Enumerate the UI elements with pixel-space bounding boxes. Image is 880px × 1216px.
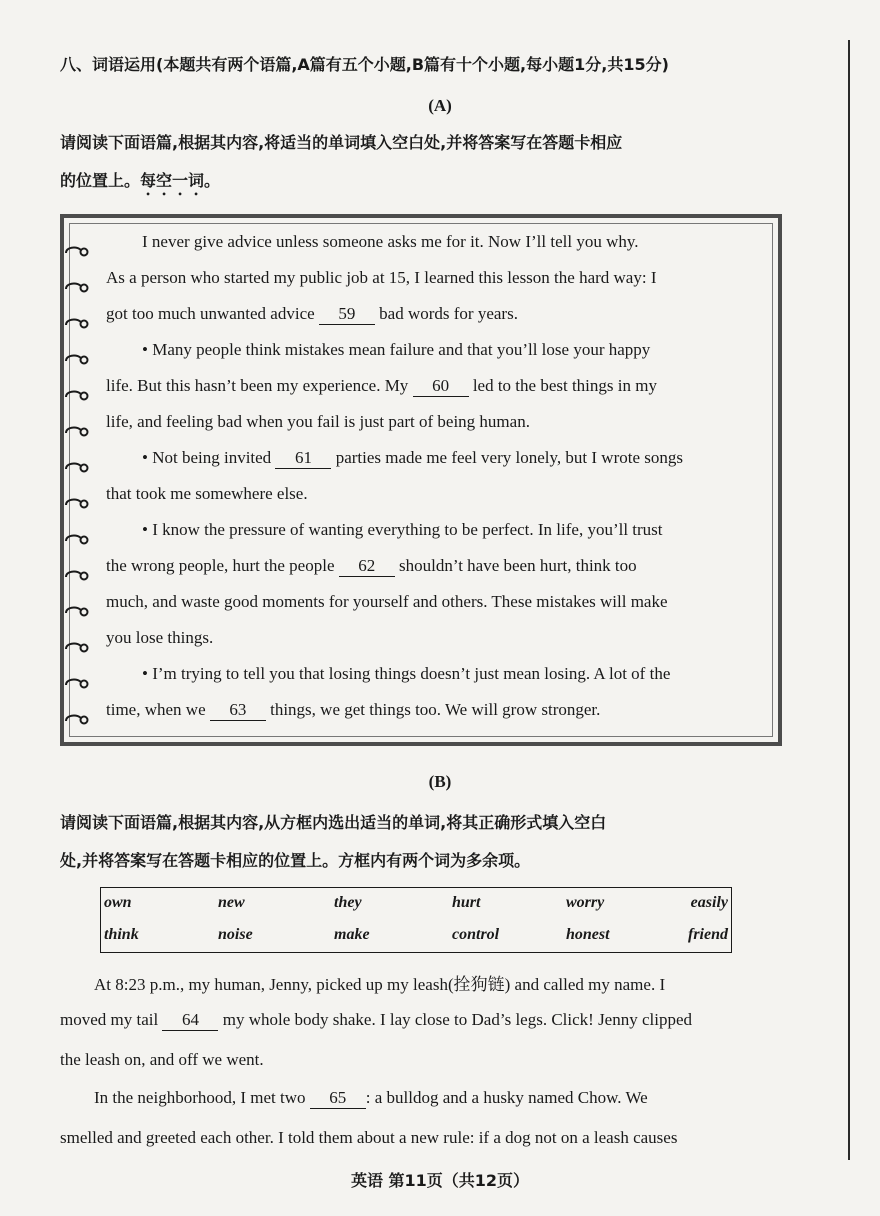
line-text: you lose things.	[106, 628, 214, 647]
answer-blank-65: 65	[310, 1088, 366, 1109]
passage-a-line	[142, 448, 797, 469]
answer-blank-63: 63	[210, 700, 266, 721]
binder-ring-icon	[64, 244, 90, 258]
passage-a-line	[106, 376, 761, 397]
word-bank-item: new	[218, 894, 245, 911]
line-text: life, and feeling bad when you fail is just part of being human.	[106, 412, 530, 431]
word-bank-item: friend	[688, 926, 728, 943]
part-b-instruction-line-1: 请阅读下面语篇,根据其内容,从方框内选出适当的单词,将其正确形式填入空白	[60, 813, 607, 832]
passage-b-line	[94, 1088, 824, 1109]
passage-a-line	[106, 304, 761, 325]
passage-a-line	[106, 412, 761, 432]
answer-blank-59: 59	[319, 304, 375, 325]
passage-a-line	[142, 232, 797, 252]
passage-b-line	[60, 1010, 790, 1031]
line-text: • I’m trying to tell you that losing things doesn’t just mean losing. A lot of the	[142, 664, 671, 683]
word-bank-item: easily	[690, 894, 728, 911]
line-text-after-blank: parties made me feel very lonely, but I wrote songs	[331, 448, 683, 467]
binder-ring-icon	[64, 604, 90, 618]
word-bank-item: own	[104, 894, 132, 911]
word-bank-item: noise	[218, 926, 253, 943]
line-text: In the neighborhood, I met two	[94, 1088, 310, 1107]
binder-ring-icon	[64, 532, 90, 546]
answer-blank-60: 60	[413, 376, 469, 397]
passage-a-line	[106, 628, 761, 648]
binder-ring-icon	[64, 388, 90, 402]
part-a-instruction-line-1: 请阅读下面语篇,根据其内容,将适当的单词填入空白处,并将答案写在答题卡相应	[60, 133, 623, 152]
line-text-after-blank: things, we get things too. We will grow stronger.	[265, 700, 601, 719]
binder-ring-icon	[64, 712, 90, 726]
answer-blank-62: 62	[339, 556, 395, 577]
binder-ring-icon	[64, 316, 90, 330]
binder-ring-icon	[64, 640, 90, 654]
binder-ring-icon	[64, 496, 90, 510]
passage-a-line	[106, 700, 761, 721]
passage-a-line	[106, 556, 761, 577]
passage-b-line	[94, 970, 824, 995]
answer-blank-61: 61	[275, 448, 331, 469]
instruction-text: 的位置上。	[60, 171, 141, 190]
passage-b-line	[60, 1128, 790, 1148]
word-bank-item: worry	[566, 894, 605, 911]
line-text: • Many people think mistakes mean failure and that you’ll lose your happy	[142, 340, 651, 359]
line-text: • Not being invited	[142, 448, 276, 467]
passage-a-line	[106, 484, 761, 504]
line-text: As a person who started my public job at 15, I learned this lesson the hard way: I	[106, 268, 657, 287]
line-text: moved my tail	[60, 1010, 163, 1029]
line-text: I never give advice unless someone asks me for it. Now I’ll tell you why.	[142, 232, 639, 251]
part-b-instruction-line-2: 处,并将答案写在答题卡相应的位置上。方框内有两个词为多余项。	[60, 851, 531, 870]
binder-ring-icon	[64, 424, 90, 438]
binder-ring-icon	[64, 568, 90, 582]
line-text: time, when we	[106, 700, 210, 719]
line-text: life. But this hasn’t been my experience. My	[106, 376, 413, 395]
passage-a-line	[142, 340, 797, 360]
word-bank-item: hurt	[452, 894, 481, 911]
margin-rule	[848, 40, 850, 1160]
line-text: • I know the pressure of wanting everything to be perfect. In life, you’ll trust	[142, 520, 663, 539]
binder-ring-icon	[64, 460, 90, 474]
answer-blank-64: 64	[162, 1010, 218, 1031]
passage-a-line	[142, 520, 797, 540]
binder-ring-icon	[64, 280, 90, 294]
word-bank-item: they	[334, 894, 362, 911]
line-text: smelled and greeted each other. I told them about a new rule: if a dog not on a leash causes	[60, 1128, 678, 1147]
passage-b-line	[60, 1050, 790, 1070]
section-title: 八、词语运用(本题共有两个语篇,A篇有五个小题,B篇有十个小题,每小题1分,共15分)	[60, 55, 669, 74]
line-text-after-blank: my whole body shake. I lay close to Dad’s legs. Click! Jenny clipped	[218, 1010, 693, 1029]
instruction-emphasis: 每空一词	[140, 171, 205, 190]
word-bank-item: honest	[566, 926, 610, 943]
line-text-after-blank: shouldn’t have been hurt, think too	[394, 556, 637, 575]
word-bank-box	[100, 887, 732, 953]
line-text-after-blank: led to the best things in my	[468, 376, 657, 395]
line-text-after-blank: bad words for years.	[374, 304, 518, 323]
passage-a-line	[106, 592, 761, 612]
word-bank-item: control	[452, 926, 500, 943]
passage-a-line	[106, 268, 761, 288]
line-text: much, and waste good moments for yourself and others. These mistakes will make	[106, 592, 668, 611]
word-bank-item: think	[104, 926, 139, 943]
passage-a-line	[142, 664, 797, 684]
instruction-text-end: 。	[204, 171, 221, 190]
binder-ring-icon	[64, 676, 90, 690]
part-b-label: (B)	[428, 772, 452, 791]
word-bank-item: make	[334, 926, 370, 943]
line-text: At 8:23 p.m., my human, Jenny, picked up my leash(拴狗链) and called my name. I	[94, 975, 666, 994]
binder-ring-icon	[64, 352, 90, 366]
line-text: got too much unwanted advice	[106, 304, 319, 323]
part-a-instruction-line-2	[60, 162, 790, 200]
line-text: that took me somewhere else.	[106, 484, 308, 503]
passage-a-inner-border	[69, 223, 773, 737]
part-a-label: (A)	[428, 96, 452, 115]
line-text: the wrong people, hurt the people	[106, 556, 339, 575]
line-text: the leash on, and off we went.	[60, 1050, 264, 1069]
page-footer: 英语 第11页（共12页）	[350, 1171, 530, 1190]
line-text-after-blank: : a bulldog and a husky named Chow. We	[365, 1088, 648, 1107]
